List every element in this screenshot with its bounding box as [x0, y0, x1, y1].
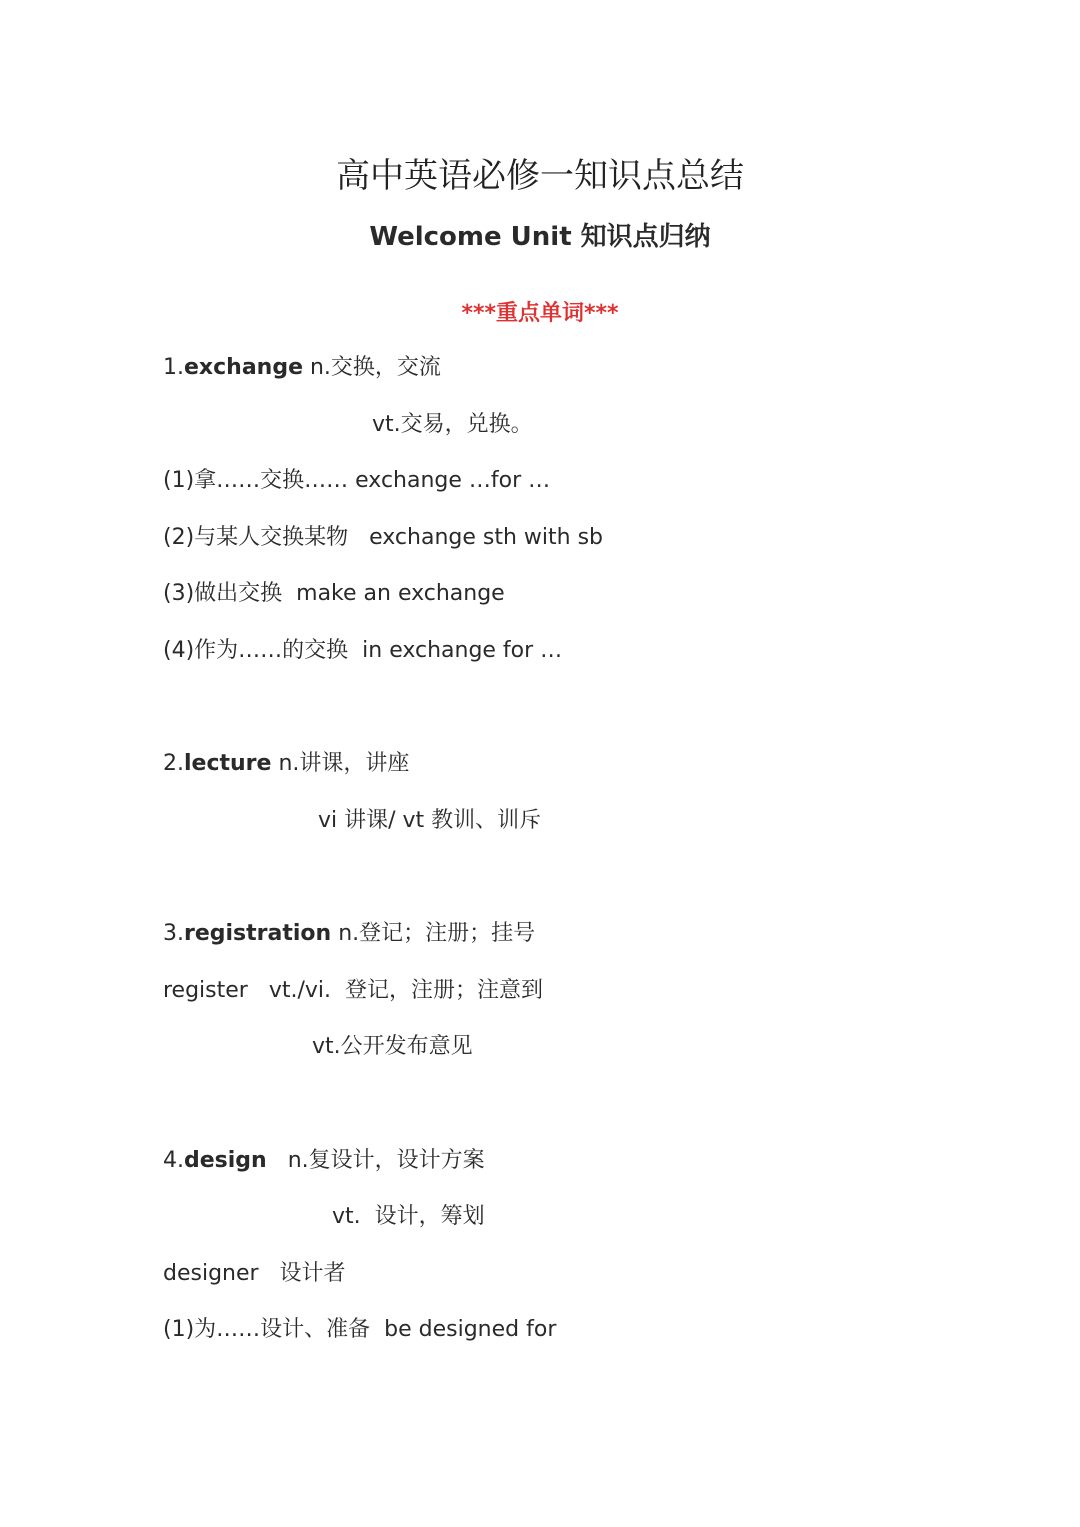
entry-definition: n.复设计，设计方案 [266, 1148, 485, 1173]
entry-number: 3. [163, 921, 184, 946]
entry-lecture-definition-2: vi 讲课/ vt 教训、训斥 [318, 808, 542, 833]
document-title: 高中英语必修一知识点总结 [336, 156, 744, 196]
entry-registration-definition-2: vt.公开发布意见 [312, 1034, 473, 1059]
entry-number: 4. [163, 1148, 184, 1173]
phrase-line: (3)做出交换 make an exchange [163, 581, 505, 606]
entry-registration-headline [163, 919, 535, 949]
entry-definition: n.登记；注册；挂号 [331, 921, 536, 946]
entry-number: 1. [163, 355, 184, 380]
entry-definition: n.交换，交流 [303, 355, 441, 380]
entry-definition: n.讲课，讲座 [271, 751, 410, 776]
entry-design-definition-2: vt. 设计，筹划 [332, 1204, 485, 1229]
entry-design-headline [163, 1146, 485, 1176]
phrase-line: (2)与某人交换某物 exchange sth with sb [163, 525, 604, 550]
entry-word: design [184, 1148, 267, 1173]
entry-exchange-headline [163, 353, 441, 383]
phrase-line: (1)为……设计、准备 be designed for [163, 1317, 557, 1342]
entry-design-related: designer 设计者 [163, 1261, 346, 1286]
section-heading: ***重点单词*** [461, 301, 619, 326]
entry-word: lecture [184, 751, 272, 776]
phrase-line: (4)作为……的交换 in exchange for … [163, 638, 563, 663]
entry-number: 2. [163, 751, 184, 776]
entry-exchange-definition-2: vt.交易，兑换。 [372, 412, 533, 437]
entry-lecture-headline [163, 749, 409, 779]
unit-subtitle: Welcome Unit 知识点归纳 [369, 222, 711, 252]
entry-word: exchange [184, 355, 303, 380]
entry-registration-related: register vt./vi. 登记，注册；注意到 [163, 978, 543, 1003]
entry-word: registration [184, 921, 332, 946]
phrase-line: (1)拿……交换…… exchange …for … [163, 468, 551, 493]
